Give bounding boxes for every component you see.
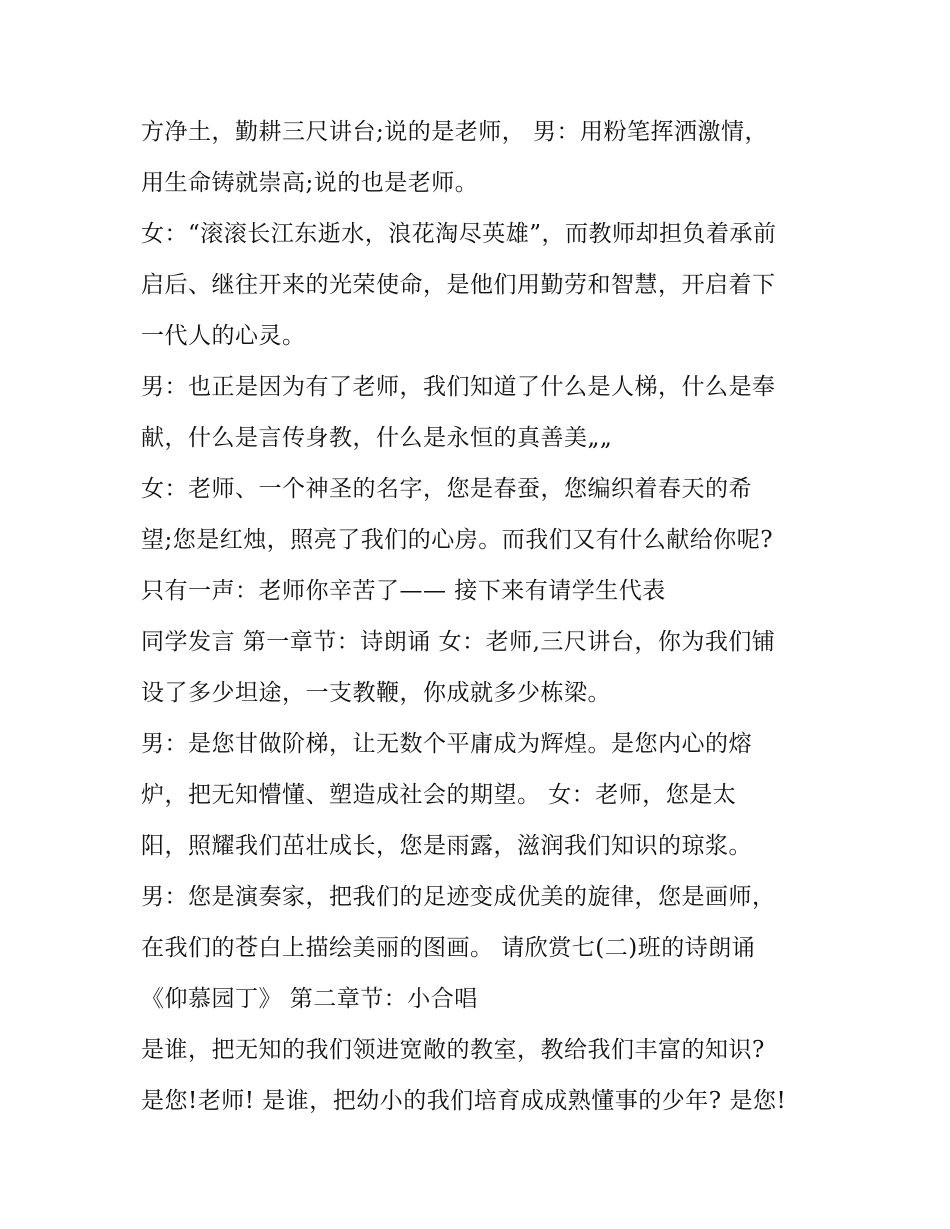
- text-body: [141, 107, 821, 1127]
- text-line: 是您!老师! 是谁，把幼小的我们培育成成熟懂事的少年? 是您!: [141, 1088, 787, 1114]
- text-line: 女：“滚滚长江东逝水，浪花淘尽英雄”，而教师却担负着承前: [141, 221, 777, 247]
- text-line: 方净土，勤耕三尺讲台;说的是老师， 男：用粉笔挥洒激情，: [141, 119, 769, 145]
- text-line: 男：是您甘做阶梯，让无数个平庸成为辉煌。是您内心的熔: [141, 731, 752, 757]
- text-line: 设了多少坦途，一支教鞭，你成就多少栋梁。: [141, 680, 611, 706]
- text-line: 用生命铸就崇高;说的也是老师。: [141, 170, 479, 196]
- text-line: 在我们的苍白上描绘美丽的图画。 请欣赏七(二)班的诗朗诵: [141, 935, 756, 961]
- text-line: 男：您是演奏家，把我们的足迹变成优美的旋律，您是画师，: [141, 884, 776, 910]
- text-line: 望;您是红烛，照亮了我们的心房。而我们又有什么献给你呢?: [141, 527, 774, 553]
- text-line: 献，什么是言传身教，什么是永恒的真善美„„: [141, 425, 613, 451]
- text-line: 炉，把无知懵懂、塑造成社会的期望。 女：老师，您是太: [141, 782, 737, 808]
- text-line: 女：老师、一个神圣的名字，您是春蚕，您编织着春天的希: [141, 476, 752, 502]
- text-line: 是谁，把无知的我们领进宽敞的教室，教给我们丰富的知识?: [141, 1037, 765, 1063]
- text-line: 启后、继往开来的光荣使命，是他们用勤劳和智慧，开启着下: [141, 272, 776, 298]
- text-line: 《仰慕园丁》 第二章节：小合唱: [141, 986, 478, 1012]
- text-line: 同学发言 第一章节：诗朗诵 女：老师,三尺讲台，你为我们铺: [141, 629, 776, 655]
- text-line: 男：也正是因为有了老师，我们知道了什么是人梯，什么是奉: [141, 374, 776, 400]
- text-line: 只有一声：老师你辛苦了—— 接下来有请学生代表: [141, 578, 666, 604]
- text-line: 阳，照耀我们茁壮成长，您是雨露，滋润我们知识的琼浆。: [141, 833, 752, 859]
- text-line: 一代人的心灵。: [141, 323, 306, 349]
